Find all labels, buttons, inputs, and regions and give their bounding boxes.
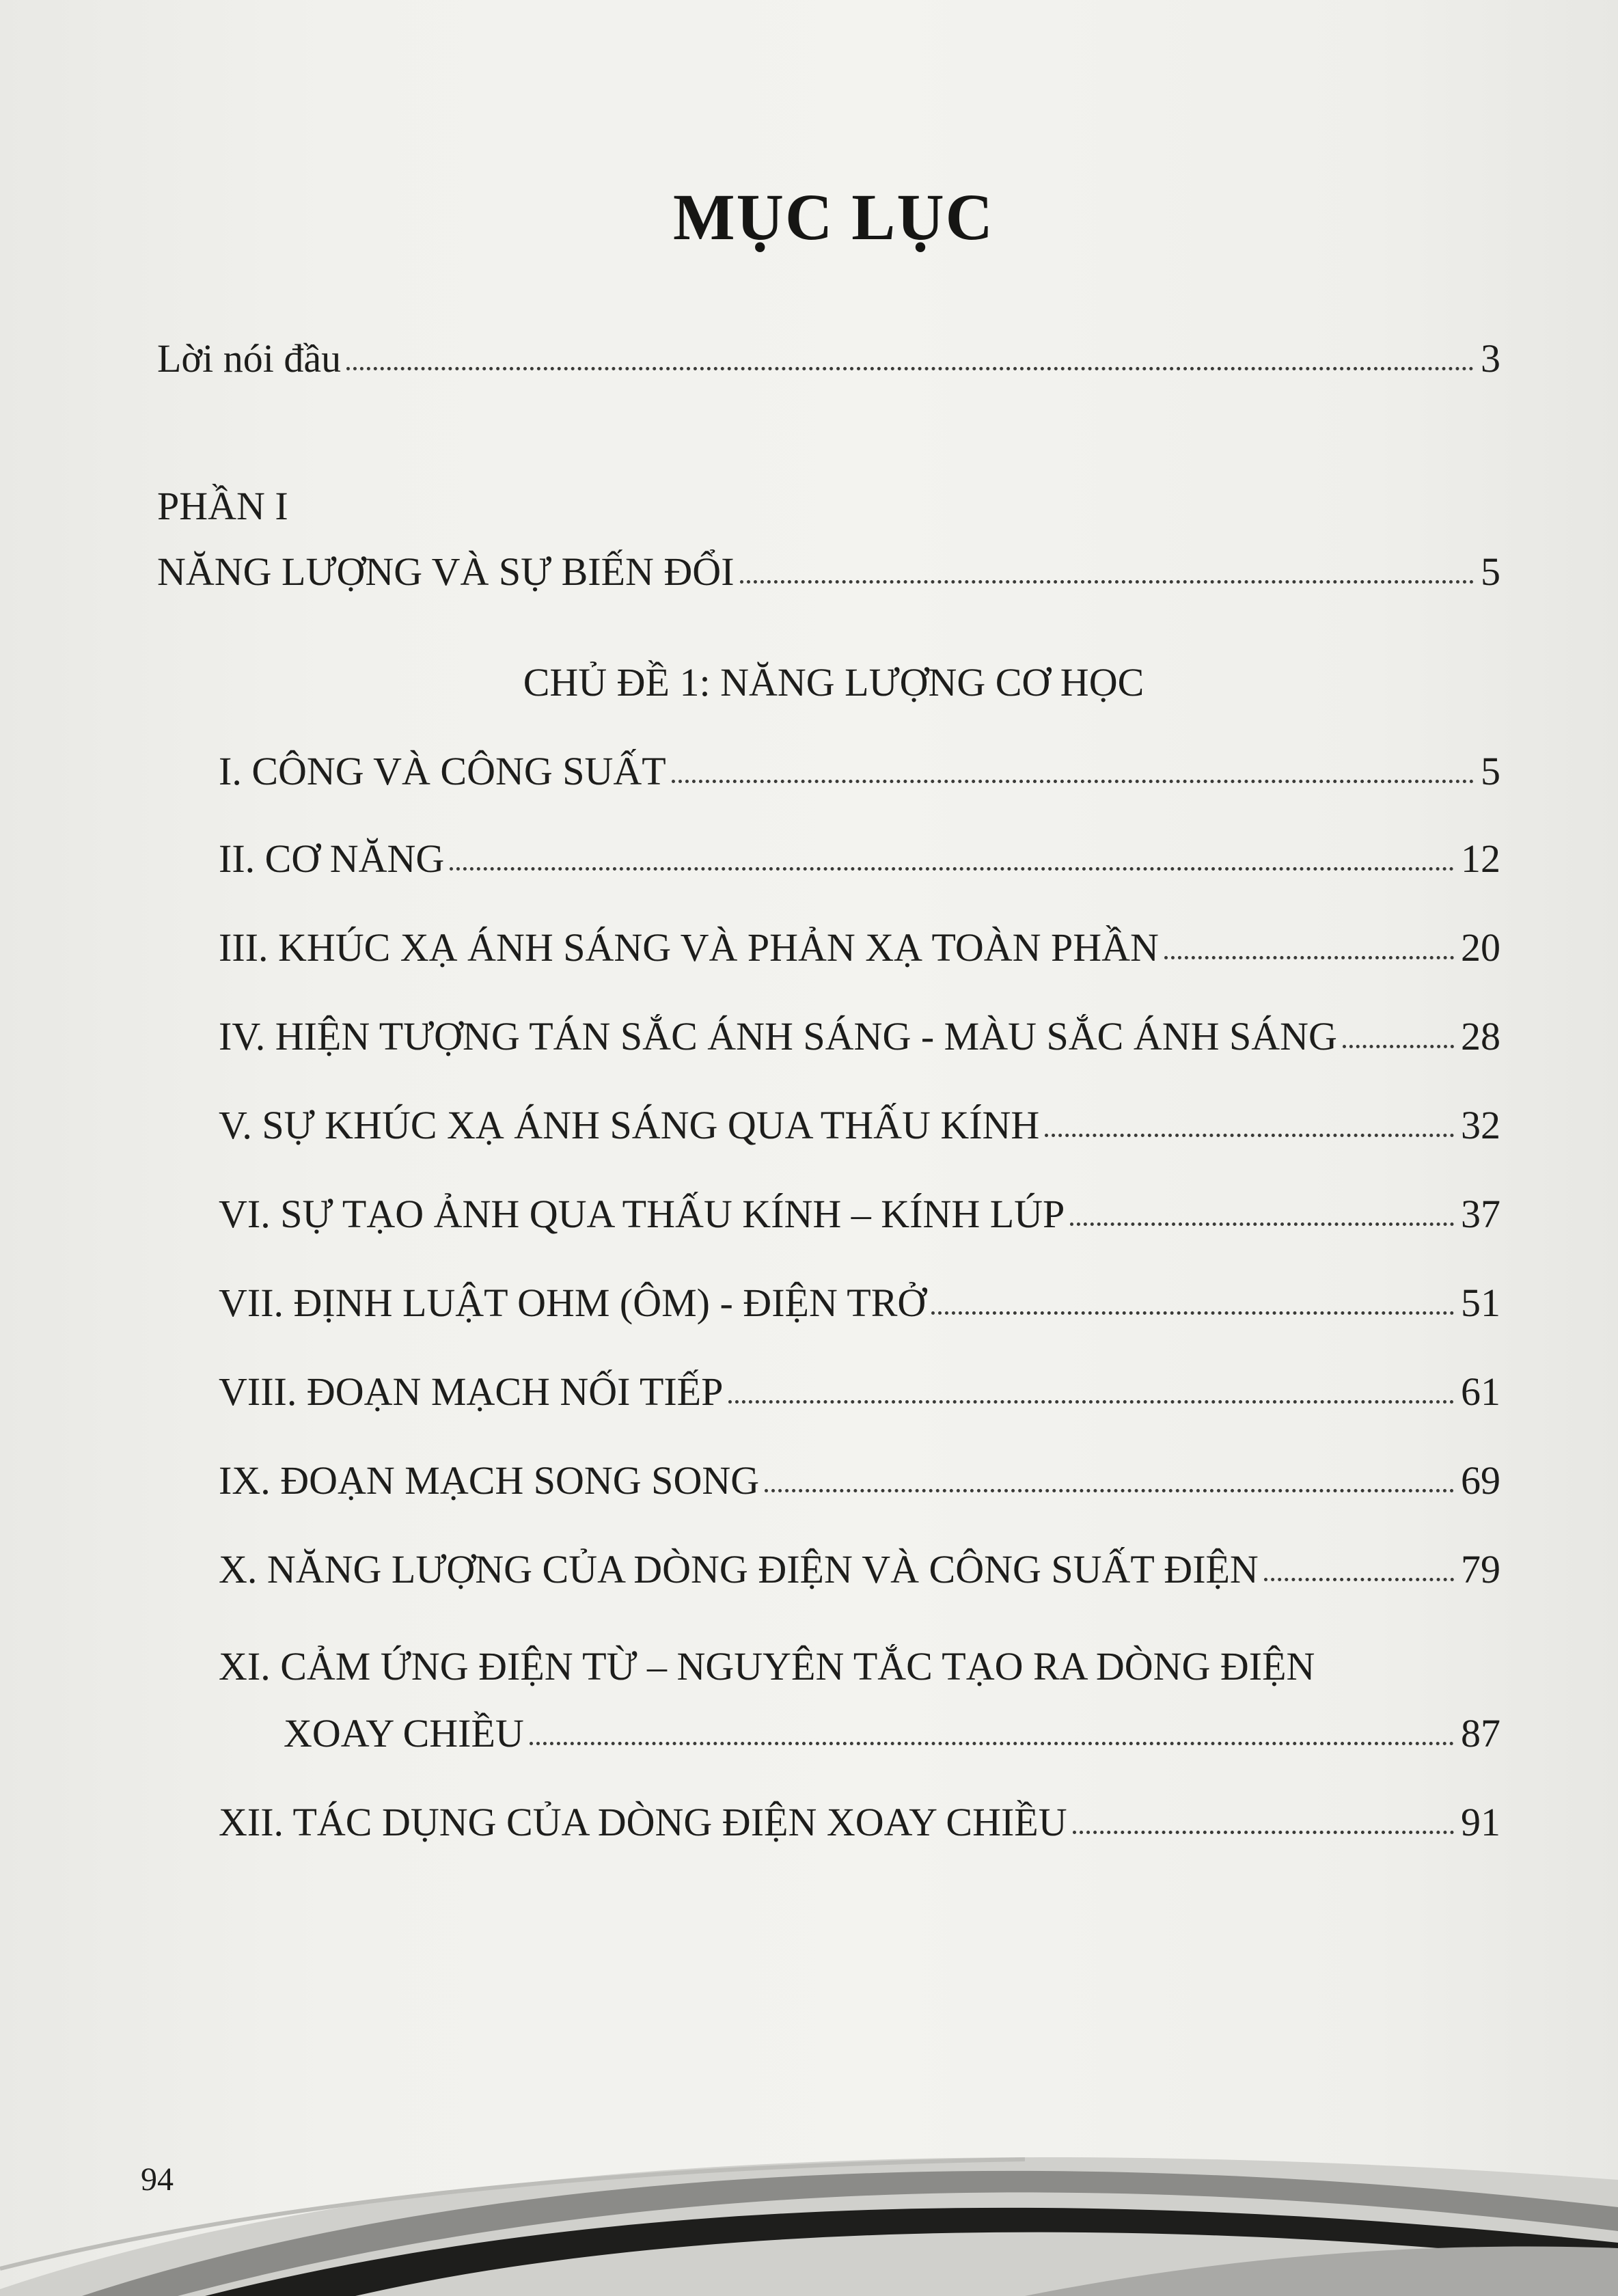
toc-entry-label-continued: XOAY CHIỀU — [284, 1711, 524, 1755]
toc-entry-label[interactable]: XI. CẢM ỨNG ĐIỆN TỪ – NGUYÊN TẮC TẠO RA DÒNG ĐIỆN — [219, 1644, 1315, 1689]
toc-entry-label: NĂNG LƯỢNG VÀ SỰ BIẾN ĐỔI — [157, 549, 735, 594]
toc-entry[interactable] — [219, 1014, 1500, 1058]
toc-page-number: 37 — [1461, 1192, 1500, 1236]
toc-entry-label: IV. HIỆN TƯỢNG TÁN SẮC ÁNH SÁNG - MÀU SẮC ÁNH SÁNG — [219, 1014, 1337, 1058]
part-heading: PHẦN I — [157, 484, 288, 528]
toc-entry[interactable] — [219, 1369, 1500, 1414]
toc-page-number: 3 — [1481, 336, 1500, 381]
toc-entry-label: Lời nói đầu — [157, 336, 342, 381]
toc-page-number: 5 — [1481, 749, 1500, 793]
dot-leader — [1070, 1222, 1454, 1226]
toc-entry-label: XII. TÁC DỤNG CỦA DÒNG ĐIỆN XOAY CHIỀU — [219, 1800, 1067, 1844]
toc-entry[interactable] — [219, 836, 1500, 881]
toc-page-number: 87 — [1461, 1711, 1500, 1755]
toc-entry[interactable] — [219, 1103, 1500, 1147]
dot-leader — [1264, 1578, 1454, 1581]
dot-leader — [1045, 1134, 1454, 1137]
toc-page-number: 91 — [1461, 1800, 1500, 1844]
toc-entry[interactable] — [219, 1283, 1500, 1323]
toc-entry-label: III. KHÚC XẠ ÁNH SÁNG VÀ PHẢN XẠ TOÀN PHẦN — [219, 925, 1159, 970]
toc-page-number: 12 — [1461, 836, 1500, 881]
toc-page-number: 32 — [1461, 1103, 1500, 1147]
toc-entry[interactable] — [219, 1458, 1500, 1503]
topic-heading: CHỦ ĐỀ 1: NĂNG LƯỢNG CƠ HỌC — [523, 660, 1144, 705]
toc-entry-label: VIII. ĐOẠN MẠCH NỐI TIẾP — [219, 1369, 724, 1414]
dot-leader — [740, 580, 1474, 584]
dot-leader — [1343, 1045, 1454, 1048]
toc-page-number: 79 — [1461, 1547, 1500, 1591]
toc-page-number: 5 — [1481, 549, 1500, 594]
toc-entry[interactable] — [219, 1194, 1500, 1234]
dot-leader — [931, 1311, 1454, 1315]
toc-entry-label: V. SỰ KHÚC XẠ ÁNH SÁNG QUA THẤU KÍNH — [219, 1103, 1040, 1147]
page-title: MỤC LỤC — [673, 180, 994, 254]
toc-entry-label: VII. ĐỊNH LUẬT OHM (ÔM) - ĐIỆN TRỞ — [219, 1281, 927, 1325]
dot-leader — [450, 867, 1454, 871]
decorative-swoosh — [0, 2064, 1618, 2296]
toc-entry-label: X. NĂNG LƯỢNG CỦA DÒNG ĐIỆN VÀ CÔNG SUẤT ĐIỆN — [219, 1547, 1259, 1591]
toc-page-number: 20 — [1461, 925, 1500, 970]
toc-page-number: 51 — [1461, 1281, 1500, 1325]
toc-entry-part-1[interactable] — [157, 549, 1500, 594]
toc-entry[interactable] — [219, 925, 1500, 970]
toc-entry-label: I. CÔNG VÀ CÔNG SUẤT — [219, 749, 666, 793]
toc-entry-label: IX. ĐOẠN MẠCH SONG SONG — [219, 1458, 760, 1503]
dot-leader — [765, 1489, 1454, 1492]
toc-page-number: 28 — [1461, 1014, 1500, 1058]
dot-leader — [1164, 956, 1454, 959]
dot-leader — [728, 1400, 1454, 1404]
toc-entry[interactable] — [219, 1547, 1500, 1591]
toc-entry-preface[interactable] — [157, 336, 1500, 381]
toc-page-number: 69 — [1461, 1458, 1500, 1503]
toc-entry-label: II. CƠ NĂNG — [219, 836, 445, 881]
toc-entry[interactable] — [284, 1711, 1500, 1755]
dot-leader — [672, 780, 1474, 783]
toc-entry-label: VI. SỰ TẠO ẢNH QUA THẤU KÍNH – KÍNH LÚP — [219, 1192, 1065, 1236]
toc-entry[interactable] — [219, 1800, 1500, 1844]
toc-entry[interactable] — [219, 749, 1500, 793]
toc-page-number: 61 — [1461, 1369, 1500, 1414]
dot-leader — [530, 1742, 1454, 1745]
page-number: 94 — [141, 2161, 174, 2198]
dot-leader — [1073, 1831, 1454, 1834]
dot-leader — [346, 367, 1474, 370]
